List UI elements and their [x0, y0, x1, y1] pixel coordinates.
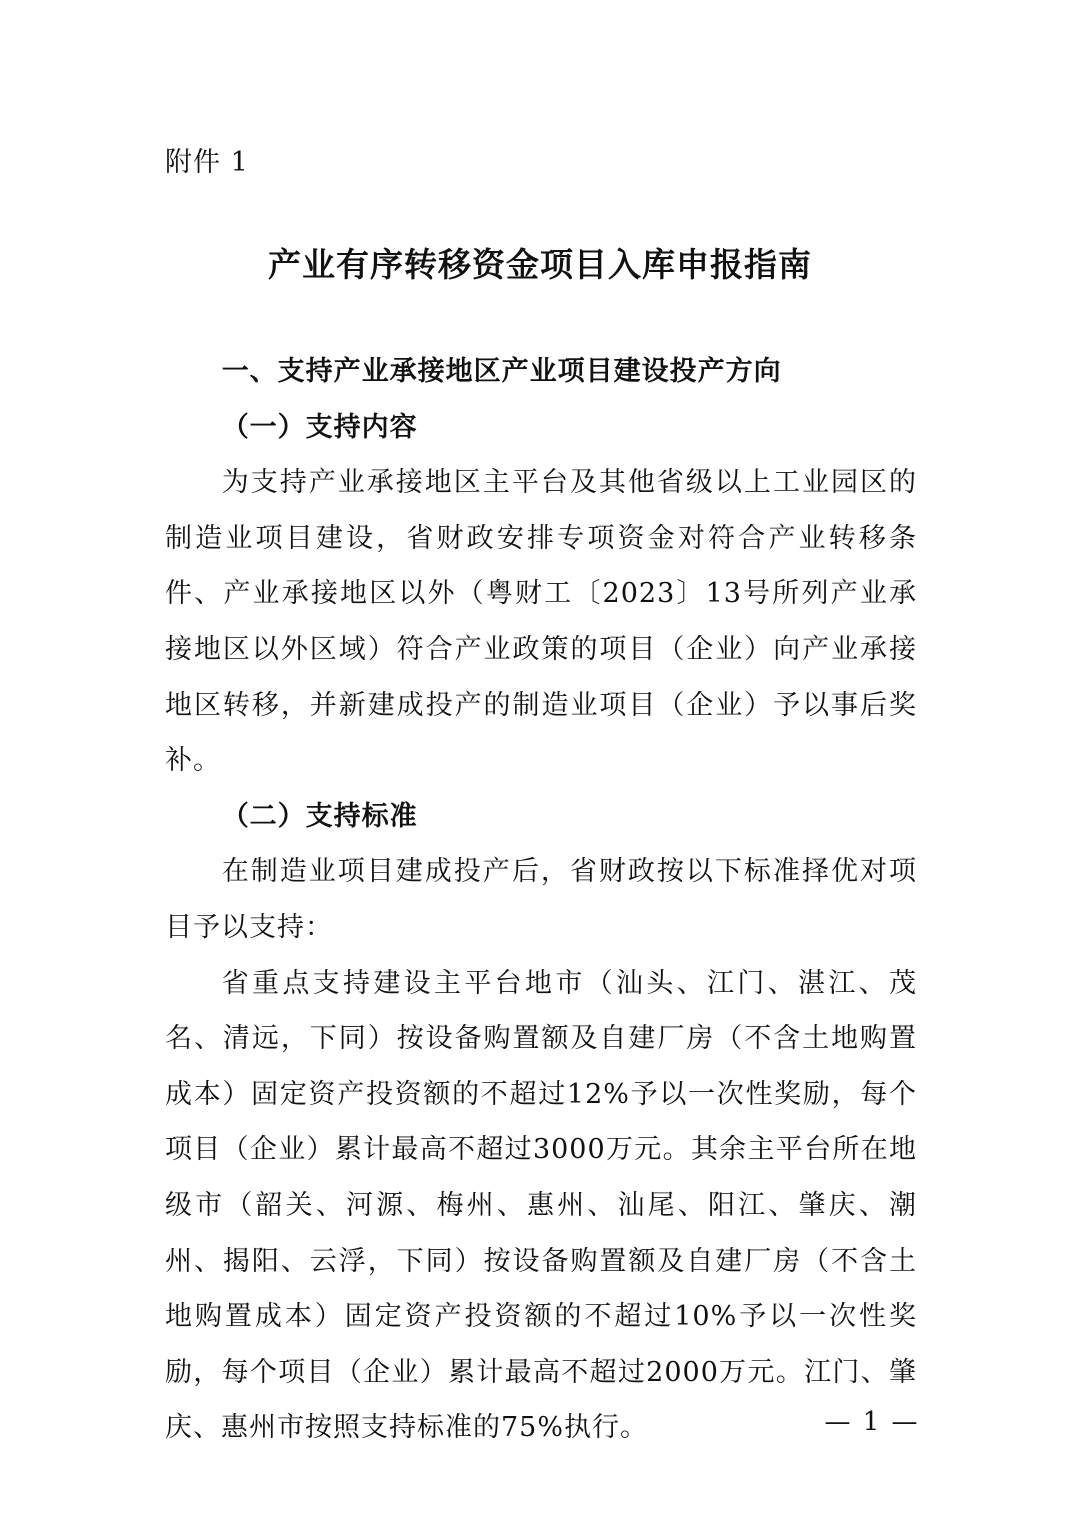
page-number: — 1 — — [824, 1407, 920, 1437]
paragraph-support-standard-details: 省重点支持建设主平台地市（汕头、江门、湛江、茂名、清远，下同）按设备购置额及自建厂房（不含土地购置成本）固定资产投资额的不超过12%予以一次性奖励，每个项目（企业）累计最高不超过3000万元。其余主平台所在地级市（韶关、河源、梅州、惠州、汕尾、阳江、肇庆、潮州、揭阳、云浮，下同）按设备购置额及自建厂房（不含土地购置成本）固定资产投资额的不超过10%予以一次性奖励，每个项目（企业）累计最高不超过2000万元。江门、肇庆、惠州市按照支持标准的75%执行。 — [165, 967, 917, 1444]
section-heading-1: 一、支持产业承接地区产业项目建设投产方向 — [221, 356, 782, 387]
subsection-heading-support-standard: （二）支持标准 — [221, 800, 418, 832]
paragraph-support-standard-intro: 在制造业项目建成投产后，省财政按以下标准择优对项目予以支持： — [165, 856, 917, 943]
attachment-label: 附件 1 — [165, 147, 249, 178]
subsection-heading-support-content: （一）支持内容 — [221, 411, 418, 443]
document-body — [165, 344, 917, 1456]
paragraph-support-content: 为支持产业承接地区主平台及其他省级以上工业园区的制造业项目建设，省财政安排专项资金对符合产业转移条件、产业承接地区以外（粤财工〔2023〕13号所列产业承接地区以外区域）符合产业政策的项目（企业）向产业承接地区转移，并新建成投产的制造业项目（企业）予以事后奖补。 — [165, 467, 917, 777]
document-title: 产业有序转移资金项目入库申报指南 — [268, 245, 812, 284]
